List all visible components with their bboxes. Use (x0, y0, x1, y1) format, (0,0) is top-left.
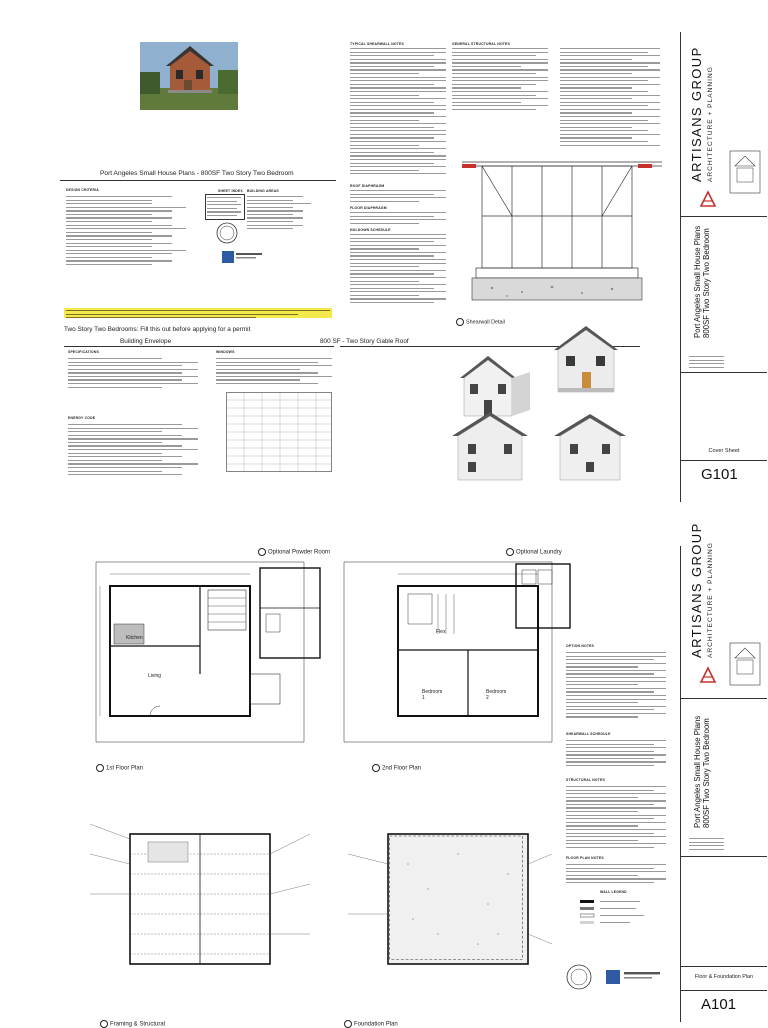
second-floor-label (372, 764, 421, 772)
partner-logo (222, 250, 262, 264)
second-floor-title: 2nd Floor Plan (382, 765, 422, 772)
seal-stamp (216, 222, 238, 244)
opt-laundry-label (506, 548, 562, 556)
project-number-label (721, 321, 724, 322)
holdown-schedule-text (350, 234, 446, 306)
firm-address (721, 181, 724, 182)
revision-lines-2 (689, 838, 729, 852)
specifications-heading: SPECIFICATIONS (68, 350, 99, 354)
tb2-rule-2 (681, 856, 767, 857)
floor-plan-notes-heading: FLOOR PLAN NOTES (566, 856, 604, 860)
plan-number-icon (506, 548, 514, 556)
firm-name: ARTISANS GROUP (689, 522, 704, 658)
room-living: Living (148, 673, 162, 679)
main-title: Port Angeles Small House Plans - 800SF Two Story Two Bedroom (100, 170, 294, 177)
window-schedule-table (226, 392, 332, 472)
sheet-name: Cover Sheet (708, 448, 740, 454)
first-floor-title: 1st Floor Plan (106, 765, 144, 772)
project-title-2: Port Angeles Small House Plans 800SF Two Story Two Bedroom (693, 715, 711, 828)
shearwall-schedule-text (566, 740, 666, 769)
sheet-name-2: Floor & Foundation Plan (694, 974, 754, 980)
structural-notes-text (566, 786, 666, 850)
roof-title: 800 SF - Two Story Gable Roof (320, 338, 409, 345)
optional-powder-room-plan (250, 558, 330, 670)
design-criteria-heading: DESIGN CRITERIA (66, 188, 99, 192)
title-block (680, 32, 767, 502)
floor-diaphragm-heading: FLOOR DIAPHRAGM (350, 206, 387, 210)
framing-label (100, 1020, 165, 1028)
energy-code-text (68, 424, 198, 478)
permit-note-text (66, 310, 330, 321)
room-flex: Flex (436, 629, 446, 635)
seal-stamp-2 (566, 964, 592, 990)
first-floor-label (96, 764, 143, 772)
room-kitchen: Kitchen (126, 635, 143, 641)
building-areas-heading: BUILDING AREAS (247, 189, 279, 193)
firm-logo-icon (699, 190, 717, 208)
sheet-number-2: A101 (701, 996, 737, 1013)
general-structural-notes-text (452, 48, 548, 112)
sheet-index-rows (207, 197, 241, 218)
plan-number-icon (258, 548, 266, 556)
optional-laundry-plan (510, 558, 576, 638)
tb2-rule-4 (681, 990, 767, 991)
sub-title: Two Story Two Bedrooms: Fill this out before applying for a permit (64, 326, 251, 333)
render-rear-left (440, 408, 540, 488)
firm-tagline: ARCHITECTURE + PLANNING (707, 66, 714, 182)
tb2-rule-3 (681, 966, 767, 967)
energy-code-heading: ENERGY CODE (68, 416, 96, 420)
room-bed2: Bedroom 2 (486, 689, 507, 701)
holdown-schedule-heading: HOLDOWN SCHEDULE (350, 228, 391, 232)
roof-diaphragm-heading: ROOF DIAPHRAGM (350, 184, 385, 188)
wall-legend-swatches (580, 898, 660, 928)
windows-heading: WINDOWS (216, 350, 235, 354)
framing-structural-plan (90, 794, 320, 1004)
design-criteria-text (66, 196, 186, 268)
plan-number-icon (344, 1020, 352, 1028)
windows-text (216, 358, 332, 387)
foundation-label (344, 1020, 398, 1028)
typical-shearwall-notes-heading: TYPICAL SHEARWALL NOTES (350, 42, 404, 46)
shearwall-detail-label (456, 318, 505, 326)
tb2-rule-1 (681, 698, 767, 699)
revision-lines (689, 356, 729, 370)
structural-notes-heading: STRUCTURAL NOTES (566, 778, 605, 782)
building-areas-text (247, 196, 311, 232)
framing-title: Framing & Structural (110, 1021, 166, 1028)
plan-number-icon (372, 764, 380, 772)
typical-shearwall-notes-text (350, 48, 446, 177)
permit-stamp (729, 642, 761, 686)
firm-name: ARTISANS GROUP (689, 46, 704, 182)
opt-laundry-title: Optional Laundry (516, 549, 562, 556)
render-rear-right (540, 408, 640, 488)
render-front-right (536, 320, 636, 400)
general-structural-notes-heading: GENERAL STRUCTURAL NOTES (452, 42, 510, 46)
general-structural-notes-text-2 (560, 48, 660, 148)
plan-number-icon (100, 1020, 108, 1028)
title-block-2 (680, 522, 767, 1022)
tb-rule-3 (681, 460, 767, 461)
shearwall-detail-drawing (452, 156, 674, 314)
sheet-index-heading: SHEET INDEX (218, 189, 243, 193)
shearwall-schedule-heading: SHEARWALL SCHEDULE (566, 732, 611, 736)
foundation-plan (338, 794, 558, 1004)
partner-logo-2 (606, 968, 662, 986)
foundation-title: Foundation Plan (354, 1021, 398, 1028)
option-notes-heading: OPTION NOTES (566, 644, 595, 648)
option-notes-text (566, 652, 666, 720)
firm-logo-icon (699, 666, 717, 684)
project-title: Port Angeles Small House Plans 800SF Two Story Two Bedroom (693, 225, 711, 338)
tb-rule-2 (681, 372, 767, 373)
sheet-number: G101 (701, 466, 738, 483)
detail-number-icon (456, 318, 464, 326)
envelope-title: Building Envelope (120, 338, 172, 345)
roof-diaphragm-text (350, 190, 446, 204)
shearwall-detail-title: Shearwall Detail (466, 319, 505, 326)
envelope-rule (64, 346, 334, 347)
plan-number-icon (96, 764, 104, 772)
firm-tagline: ARCHITECTURE + PLANNING (707, 542, 714, 658)
permit-stamp (729, 150, 761, 194)
wall-legend-heading: WALL LEGEND (600, 890, 627, 894)
house-photo (140, 42, 238, 110)
floor-diaphragm-text (350, 212, 446, 226)
floor-plan-sheet (0, 522, 768, 1028)
room-bed1: Bedroom 1 (422, 689, 443, 701)
cover-sheet (0, 8, 768, 508)
opt-powder-title: Optional Powder Room (268, 549, 331, 556)
title-rule (60, 180, 336, 181)
floor-plan-notes-text (566, 864, 666, 885)
specifications-text (68, 358, 198, 390)
opt-powder-label (258, 548, 330, 556)
